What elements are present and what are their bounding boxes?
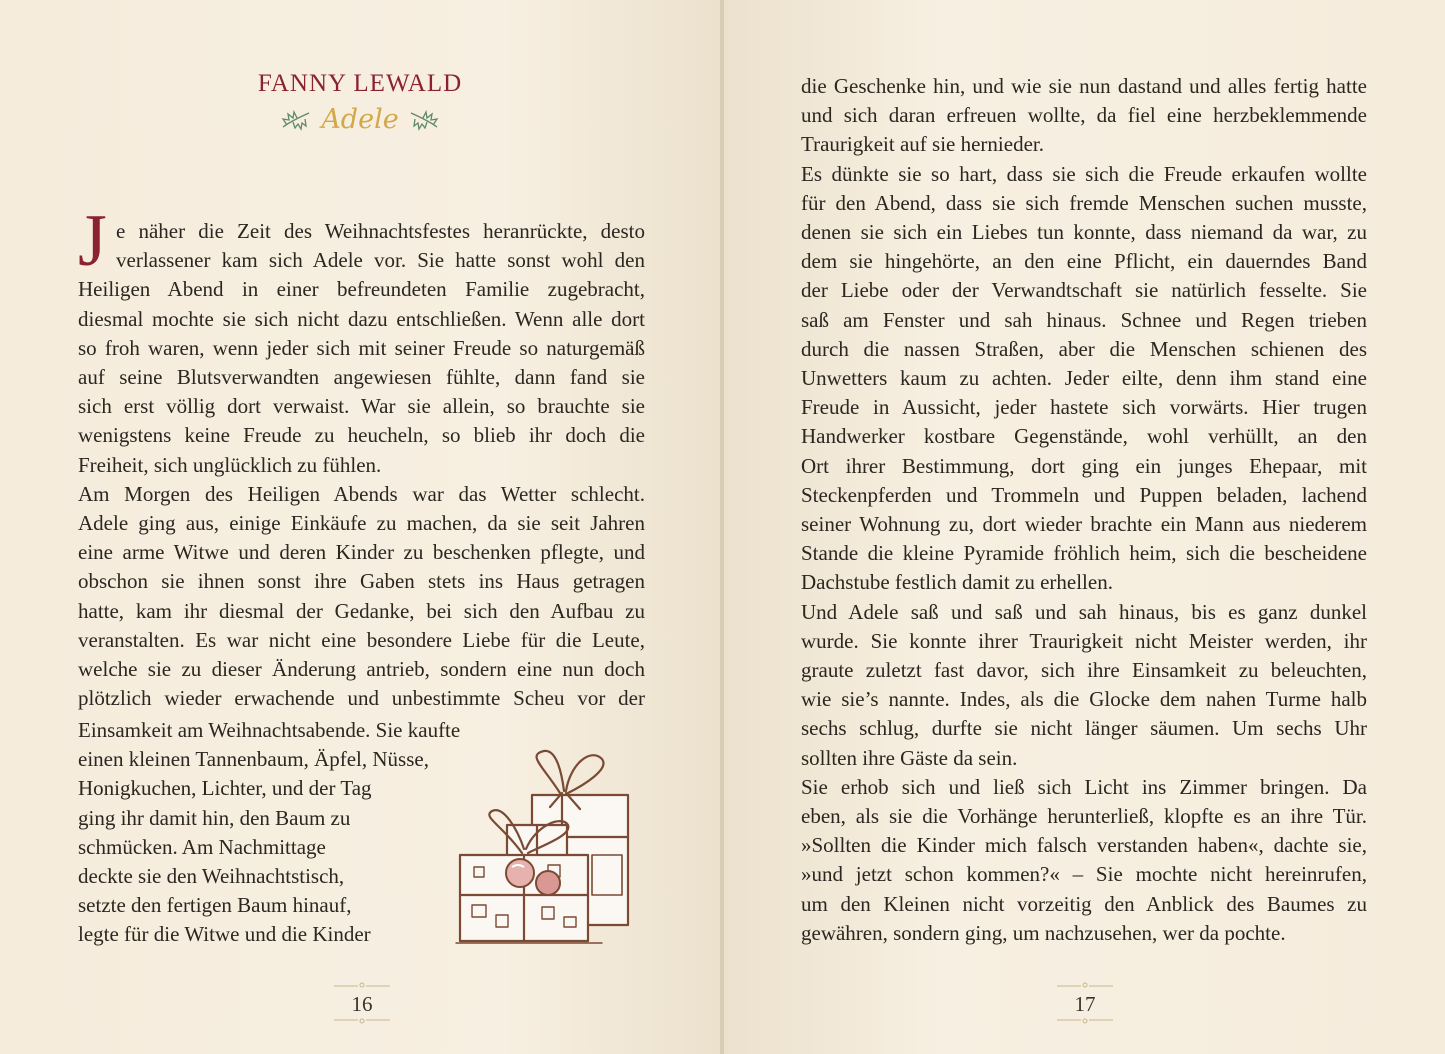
text-line: seiner Wohnung zu, dort wieder brachte ein Mann aus niederem [801,512,1367,537]
page-ornament-icon [332,980,392,988]
text-line: hatte, kam ihr diesmal der Gedanke, bei sich den Aufbau zu [78,598,645,623]
text-line: Freude in Aussicht, jeder hastete sich vorwärts. Hier trugen [801,395,1367,420]
holly-right-icon [407,107,441,133]
text-line: Einsamkeit am Weihnachtsabende. Sie kaufte [78,718,461,742]
text-line: deckte sie den Weihnachtstisch, [78,864,345,889]
text-line: e näher die Zeit des Weihnachtsfestes heranrückte, desto [116,219,645,243]
text-line: gewähren, sondern ging, um nachzusehen, wer da pochte. [801,920,1286,945]
text-line: auf seine Blutsverwandten angewiesen fühlte, dann fand sie [78,365,645,390]
text-line: setzte den fertigen Baum hinauf, [78,893,352,918]
text-line: Und Adele saß und saß und sah hinaus, bis es ganz dunkel [801,599,1367,624]
text-line: für den Abend, dass sie sich fremde Menschen suchen musste, [801,190,1367,215]
text-line: Heiligen Abend in einer befreundeten Familie zugebracht, [78,277,645,302]
text-line: Stande die kleine Pyramide fröhlich heim, sich die bescheidene [801,541,1367,566]
text-line: Steckenpferden und Trommeln und Puppen beladen, lachend [801,482,1367,507]
text-line: und sich daran erfreuen wollte, da fiel eine herzbeklemmende [801,103,1367,128]
text-line: graute zuletzt fast davor, sich ihre Einsamkeit zu beleuchten, [801,658,1367,683]
text-line: veranstalten. Es war nicht eine besondere Liebe für die Leute, [78,627,645,652]
text-line: schmücken. Am Nachmittage [78,834,326,859]
text-line: Traurigkeit auf sie hernieder. [801,132,1044,157]
story-title: Adele [321,104,399,135]
text-line: sollten ihre Gäste da sein. [801,745,1018,770]
text-line: einen kleinen Tannenbaum, Äpfel, Nüsse, [78,747,429,772]
page-number-text: 16 [351,992,373,1016]
page-ornament-icon [332,1018,392,1026]
text-line: sich erst völlig dort verwaist. War sie allein, so brauchte sie [78,394,645,419]
text-line: ging ihr damit hin, den Baum zu [78,805,351,830]
text-line: Ort ihrer Bestimmung, dort ging ein junges Ehepaar, mit [801,453,1367,478]
gift-boxes-illustration [452,745,642,945]
text-line: so froh waren, wenn jeder sich mit seiner Freude so naturgemäß [78,335,645,360]
right-body-text [801,72,1367,948]
text-line: Es dünkte sie so hart, dass sie sich die Freude erkaufen wollte [801,161,1367,186]
text-line: plötzlich wieder erwachende und unbestimmte Scheu vor der [78,686,645,711]
page-ornament-icon [1055,1018,1115,1026]
holly-left-icon [279,107,313,133]
text-line: wurde. Sie konnte ihrer Traurigkeit nicht Meister werden, ihr [801,628,1367,653]
text-line: legte für die Witwe und die Kinder [78,922,371,947]
text-line: Sie erhob sich und ließ sich Licht ins Zimmer bringen. Da [801,774,1367,799]
text-line: saß am Fenster und sah hinaus. Schnee und Regen trieben [801,307,1367,332]
author-name: FANNY LEWALD [257,70,463,97]
text-line: dem sie hingehörte, an den eine Pflicht, ein dauerndes Band [801,249,1367,274]
text-line: eine arme Witwe und deren Kinder zu beschenken pflegte, und [78,540,645,565]
page-number-left [332,980,392,1026]
left-narrow-text [78,716,478,950]
page-ornament-icon [1055,980,1115,988]
text-line: diesmal mochte sie sich nicht dazu entschließen. Wenn alle dort [78,306,645,331]
text-line: »Sollten die Kinder mich falsch verstanden haben«, dachte sie, [801,833,1367,858]
text-line: sechs schlug, durfte sie nicht länger säumen. Um sechs Uhr [801,716,1367,741]
page-number-text: 17 [1074,992,1096,1016]
text-line: der Liebe oder der Verwandtschaft sie natürlich fesselte. Sie [801,278,1367,303]
text-line: eben, als sie die Vorhänge herunterließ, klopfte es an ihre Tür. [801,804,1367,829]
text-line: Unwetters kaum zu achten. Jeder eilte, denn ihm stand eine [801,366,1367,391]
story-title-row [0,104,720,135]
text-line: wenigstens keine Freude zu heucheln, so blieb ihr doch die [78,423,645,448]
page-number-right [1055,980,1115,1026]
drop-cap: J [78,200,107,282]
text-line: verlassener kam sich Adele vor. Sie hatte sonst wohl den [116,248,645,273]
text-line: obschon sie ihnen sonst ihre Gaben stets ins Haus getragen [78,569,645,594]
text-line: denen sie sich ein Liebes tun konnte, dass niemand da war, zu [801,220,1367,245]
text-line: Honigkuchen, Lichter, und der Tag [78,776,372,801]
text-line: um den Kleinen nicht vorzeitig den Anblick des Baumes zu [801,891,1367,916]
text-line: welche sie zu dieser Änderung antrieb, sondern eine nun doch [78,657,645,682]
text-line: wie sie’s nannte. Indes, als die Glocke dem nahen Turme halb [801,687,1367,712]
text-line: Adele ging aus, einige Einkäufe zu machen, da sie seit Jahren [78,511,645,536]
text-line: Freiheit, sich unglücklich zu fühlen. [78,452,382,477]
text-line: Am Morgen des Heiligen Abends war das Wetter schlecht. [78,481,645,506]
text-line: Handwerker kostbare Gegenstände, wohl verhüllt, an den [801,424,1367,449]
text-line: durch die nassen Straßen, aber die Menschen schienen des [801,336,1367,361]
left-body-text [78,217,645,713]
text-line: »und jetzt schon kommen?« – Sie mochte nicht hereinrufen, [801,862,1367,887]
text-line: Dachstube festlich damit zu erhellen. [801,570,1113,595]
text-line: die Geschenke hin, und wie sie nun dastand und alles fertig hatte [801,74,1367,98]
